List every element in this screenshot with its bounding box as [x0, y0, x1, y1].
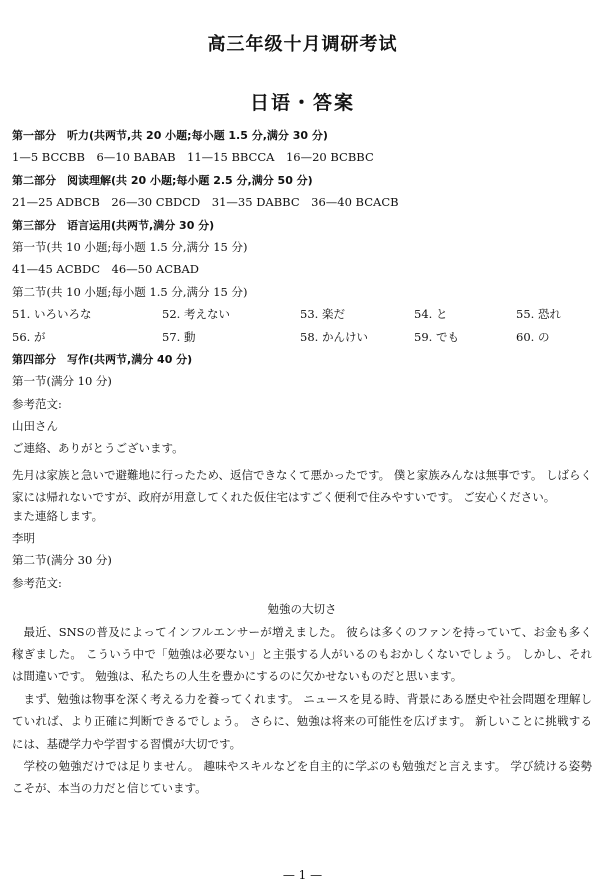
part3-sec1-heading: 第一节(共 10 小题;每小题 1.5 分,满分 15 分): [12, 239, 248, 254]
letter-line: ご連絡、ありがとうございます。: [12, 441, 184, 456]
essay-title: 勉強の大切さ: [267, 602, 337, 617]
part4-sec2-heading: 第二节(满分 30 分): [12, 553, 112, 568]
part1-heading: 第一部分 听力(共两节,共 20 小题;每小题 1.5 分,满分 30 分): [12, 129, 328, 142]
essay-paragraph: まず、勉強は物事を深く考える力を養ってくれます。 ニュースを見る時、背景にある歴史や社会問題を理解していれば、より正確に判断できるでしょう。 さらに、勉強は将来の可能性を広げます。 新しいことに挑戦するには、基礎学力や学習する習慣が大切です。: [12, 691, 592, 751]
part4-sec1-heading: 第一节(满分 10 分): [12, 374, 112, 389]
part4-heading: 第四部分 写作(共两节,满分 40 分): [12, 352, 193, 366]
essay-paragraph: 最近、SNSの普及によってインフルエンサーが増えました。 彼らは多くのファンを持っていて、お金も多く稼ぎました。 こういう中で「勉強は必要ない」と主張する人がいるのもおかしくないでしょう。 しかし、それは間違いです。 勉強は、私たちの人生を豊かにするのに欠かせないものだと思います。: [12, 624, 592, 684]
part2-heading: 第二部分 阅读理解(共 20 小题;每小题 2.5 分,满分 50 分): [12, 173, 313, 187]
part2-answers: 21—25 ADBCB 26—30 CBDCD 31—35 DABBC 36—40 BCACB: [12, 195, 399, 210]
letter-body: 先月は家族と急いで避難地に行ったため、返信できなくて悪かったです。 僕と家族みんなは無事です。 しばらく家には帰れないですが、政府が用意してくれた仮住宅はすごく便利で住みやすいです。 ご安心ください。: [12, 467, 593, 505]
document-title: 高三年级十月调研考试: [207, 34, 398, 55]
sample-label: 参考范文:: [12, 575, 62, 590]
fill-answer: 55. 恐れ: [516, 307, 561, 322]
part3-heading: 第三部分 语言运用(共两节,满分 30 分): [12, 218, 215, 232]
fill-answer: 56. が: [12, 329, 46, 344]
sample-label: 参考范文:: [12, 396, 62, 411]
letter-closing: また連絡します。: [12, 508, 104, 523]
essay-paragraph: 学校の勉強だけでは足りません。 趣味やスキルなどを自主的に学ぶのも勉強だと言えます。 学び続ける姿勢こそが、本当の力だと信じています。: [12, 759, 592, 796]
part3-sec1-answers: 41—45 ACBDC 46—50 ACBAD: [12, 262, 199, 277]
answer-content: [12, 128, 592, 800]
document-subtitle: 日语・答案: [249, 92, 355, 114]
letter-greeting: 山田さん: [12, 419, 58, 434]
fill-answers-row-1: [12, 307, 592, 329]
letter-signature: 李明: [12, 531, 35, 546]
fill-answer: 57. 動: [162, 329, 196, 344]
fill-answer: 59. でも: [414, 329, 459, 344]
fill-answer: 54. と: [414, 307, 448, 322]
fill-answer: 52. 考えない: [162, 307, 230, 322]
page-number: — 1 —: [282, 868, 323, 882]
part1-answers: 1—5 BCCBB 6—10 BABAB 11—15 BBCCA 16—20 BCBBC: [12, 150, 374, 165]
fill-answer: 60. の: [516, 329, 550, 344]
part3-sec2-heading: 第二节(共 10 小题;每小题 1.5 分,满分 15 分): [12, 284, 248, 299]
fill-answer: 51. いろいろな: [12, 307, 92, 322]
fill-answers-row-2: [12, 330, 592, 352]
fill-answer: 53. 楽だ: [300, 307, 345, 322]
fill-answer: 58. かんけい: [300, 329, 368, 344]
